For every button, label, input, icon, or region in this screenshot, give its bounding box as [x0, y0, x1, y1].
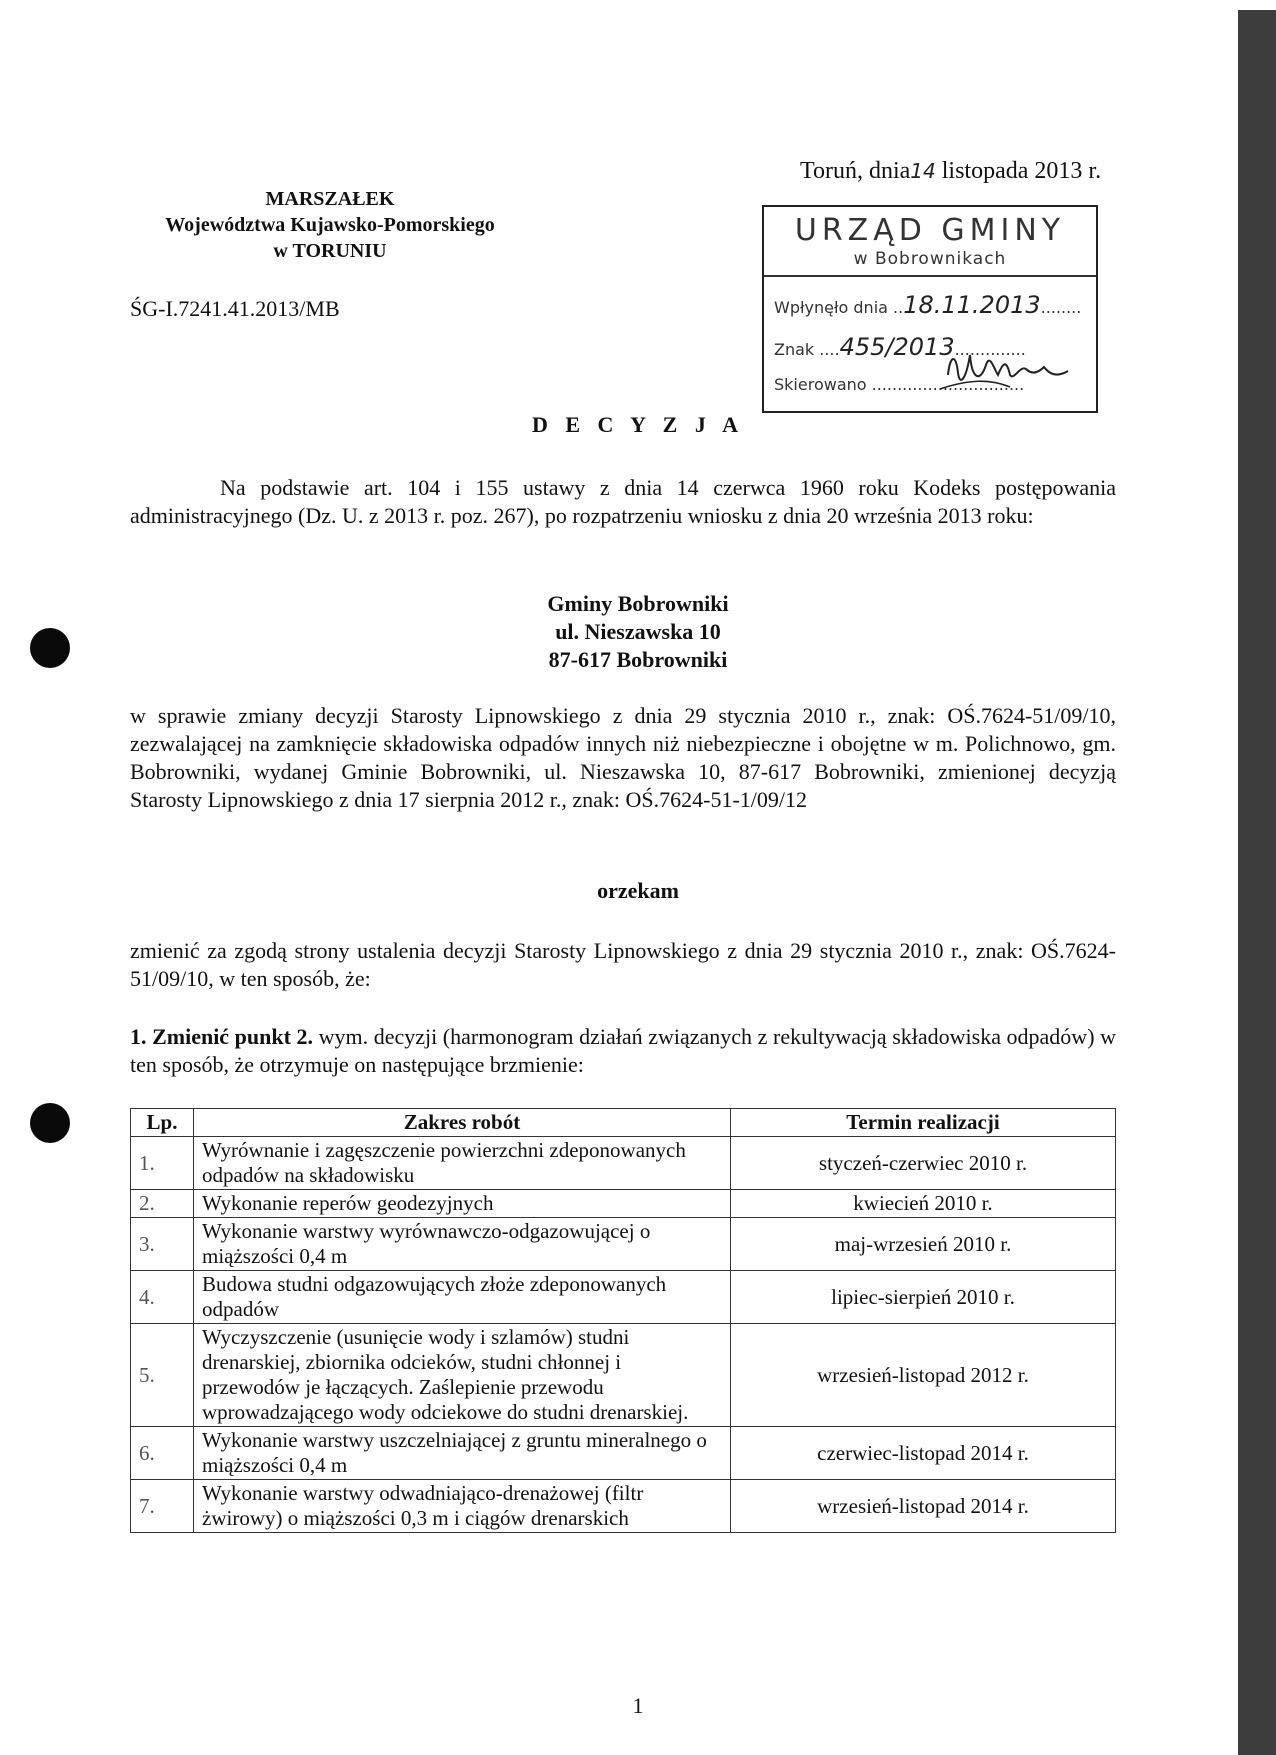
subject-paragraph: w sprawie zmiany decyzji Starosty Lipnowskiego z dnia 29 stycznia 2010 r., znak: OŚ.7624-51/09/10, zezwalającej na zamknięcie składowiska odpadów innych niż niebezpieczne i obojętne w m. Polichnowo, gm. Bobrowniki, wydanej Gminie Bobrowniki, ul. Nieszawska 10, 87-617 Bobrowniki, zmienionej decyzją Starosty Lipnowskiego z dnia 17 sierpnia 2012 r., znak: OŚ.7624-51-1/09/12: [130, 703, 1116, 812]
stamp-sign-row: Znak ....455/2013..............: [774, 333, 1026, 361]
place-date-prefix: Toruń, dnia: [800, 158, 911, 184]
row-scope: Budowa studni odgazowujących złoże zdeponowanych odpadów: [194, 1271, 731, 1324]
stamp-received-row: Wpłynęło dnia ..18.11.2013........: [774, 291, 1082, 319]
decision-title: D E C Y Z J A: [531, 412, 745, 437]
row-term: wrzesień-listopad 2012 r.: [731, 1324, 1116, 1427]
table-row: [131, 1480, 1116, 1533]
row-number: 2.: [131, 1190, 194, 1218]
page-number: 1: [632, 1693, 644, 1718]
row-scope: Wyczyszczenie (usunięcie wody i szlamów) studni drenarskiej, zbiornika odcieków, studni chłonnej i przewodów je łączących. Zaślepienie przewodu wprowadzającego wody odciekowe do studni drenarskiej.: [194, 1324, 731, 1427]
row-scope: Wykonanie warstwy uszczelniającej z gruntu mineralnego o miąższości 0,4 m: [194, 1427, 731, 1480]
row-number: 7.: [131, 1480, 194, 1533]
row-number: 1.: [131, 1137, 194, 1190]
stamp-received-value: 18.11.2013: [903, 291, 1041, 319]
ruling-heading: orzekam: [597, 878, 679, 903]
row-term: maj-wrzesień 2010 r.: [731, 1218, 1116, 1271]
table-header: Zakres robót: [194, 1109, 731, 1137]
punch-hole: [30, 1103, 70, 1143]
row-scope: Wykonanie warstwy wyrównawczo-odgazowującej o miąższości 0,4 m: [194, 1218, 731, 1271]
ruling-paragraph: zmienić za zgodą strony ustalenia decyzji Starosty Lipnowskiego z dnia 29 stycznia 2010 r., znak: OŚ.7624-51/09/10, w ten sposób, że:: [130, 938, 1116, 991]
row-number: 5.: [131, 1324, 194, 1427]
addressee-block: [0, 590, 1276, 674]
addressee-line: Gminy Bobrowniki: [547, 591, 729, 616]
issuer-line: Województwa Kujawsko-Pomorskiego: [165, 214, 495, 236]
table-row: [131, 1271, 1116, 1324]
table-row: [131, 1324, 1116, 1427]
stamp-received-label: Wpłynęło dnia: [774, 298, 888, 317]
stamp-directed-label: Skierowano: [774, 375, 867, 394]
place-date-suffix: listopada 2013 r.: [941, 158, 1102, 184]
reference-number: ŚG-I.7241.41.2013/MB: [130, 296, 340, 321]
stamp-title: URZĄD GMINY: [794, 213, 1066, 248]
handwritten-signature: [940, 335, 1080, 405]
row-number: 3.: [131, 1218, 194, 1271]
stamp-sign-value: 455/2013: [839, 333, 955, 361]
point-paragraph: [130, 1023, 1116, 1079]
registry-stamp: [762, 205, 1098, 413]
issuer-line: MARSZAŁEK: [265, 188, 395, 210]
row-scope: Wyrównanie i zagęszczenie powierzchni zdeponowanych odpadów na składowisku: [194, 1137, 731, 1190]
row-term: czerwiec-listopad 2014 r.: [731, 1427, 1116, 1480]
table-row: [131, 1218, 1116, 1271]
addressee-line: ul. Nieszawska 10: [555, 619, 721, 644]
row-term: lipiec-sierpień 2010 r.: [731, 1271, 1116, 1324]
table-header: Lp.: [131, 1109, 194, 1137]
handwritten-day: 14: [910, 159, 936, 183]
point-paragraph-bold: 1. Zmienić punkt 2.: [130, 1024, 314, 1049]
row-term: styczeń-czerwiec 2010 r.: [731, 1137, 1116, 1190]
table-header: Termin realizacji: [731, 1109, 1116, 1137]
stamp-directed-row: Skierowano ..............................: [774, 375, 1025, 394]
row-scope: Wykonanie reperów geodezyjnych: [194, 1190, 731, 1218]
stamp-divider: [764, 275, 1096, 277]
issuer-line: w TORUNIU: [273, 240, 387, 262]
stamp-sign-label: Znak: [774, 340, 815, 359]
legal-basis-paragraph: Na podstawie art. 104 i 155 ustawy z dnia 14 czerwca 1960 roku Kodeks postępowania administracyjnego (Dz. U. z 2013 r. poz. 267), po rozpatrzeniu wniosku z dnia 20 września 2013 roku:: [130, 475, 1116, 528]
schedule-table: [130, 1108, 1116, 1533]
row-scope: Wykonanie warstwy odwadniająco-drenażowej (filtr żwirowy) o miąższości 0,3 m i ciągów drenarskich: [194, 1480, 731, 1533]
issuer-block: [130, 186, 530, 264]
table-row: [131, 1190, 1116, 1218]
table-row: [131, 1427, 1116, 1480]
table-row: [131, 1137, 1116, 1190]
addressee-line: 87-617 Bobrowniki: [548, 647, 728, 672]
table-header-row: [131, 1109, 1116, 1137]
stamp-subtitle: w Bobrownikach: [853, 249, 1007, 269]
point-paragraph-rest: wym. decyzji (harmonogram działań związanych z rekultywacją składowiska odpadów) w ten sposób, że otrzymuje on następujące brzmienie:: [130, 1024, 1116, 1077]
row-number: 4.: [131, 1271, 194, 1324]
row-term: kwiecień 2010 r.: [731, 1190, 1116, 1218]
place-date: [800, 158, 1101, 185]
row-term: wrzesień-listopad 2014 r.: [731, 1480, 1116, 1533]
row-number: 6.: [131, 1427, 194, 1480]
